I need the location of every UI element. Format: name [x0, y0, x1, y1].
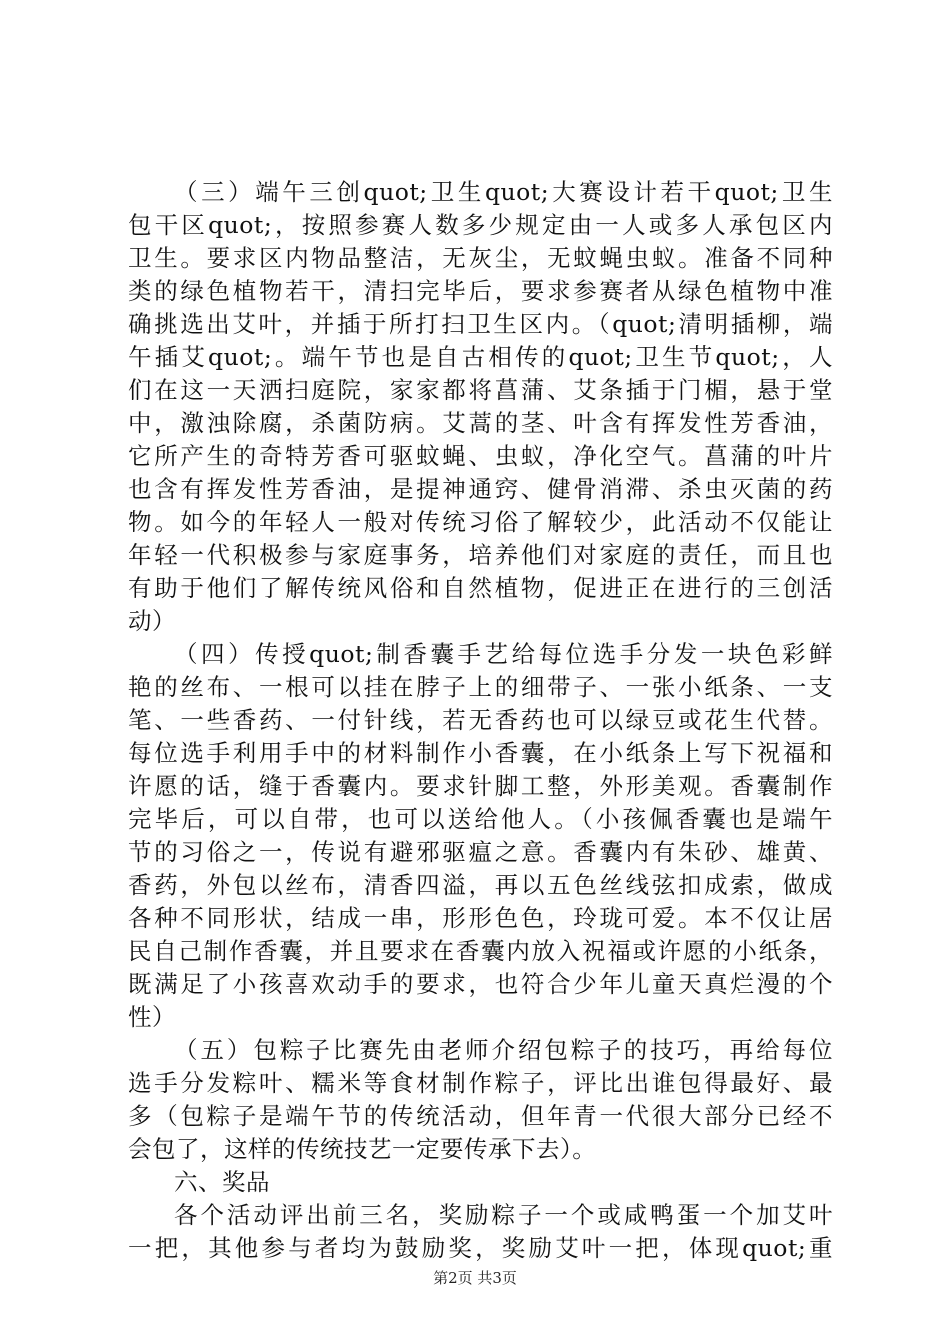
paragraph-3-line: 确挑选出艾叶，并插于所打扫卫生区内。（quot;清明插柳，端 — [128, 310, 833, 338]
paragraph-4-line: 笔、一些香药、一付针线，若无香药也可以绿豆或花生代替。 — [128, 706, 833, 734]
paragraph-4-line: 许愿的话，缝于香囊内。要求针脚工整，外形美观。香囊制作 — [128, 772, 833, 800]
paragraph-4-line: 民自己制作香囊，并且要求在香囊内放入祝福或许愿的小纸条， — [128, 937, 833, 965]
paragraph-3-line: 它所产生的奇特芳香可驱蚊蝇、虫蚁，净化空气。菖蒲的叶片 — [128, 442, 833, 470]
document-body — [128, 176, 833, 1265]
paragraph-4-line: 各种不同形状，结成一串，形形色色，玲珑可爱。本不仅让居 — [128, 904, 833, 932]
paragraph-4-line: 性） — [128, 1003, 176, 1031]
paragraph-3-line: 也含有挥发性芳香油，是提神通窍、健骨消滞、杀虫灭菌的药 — [128, 475, 833, 503]
paragraph-3-line: 卫生。要求区内物品整洁，无灰尘，无蚊蝇虫蚁。准备不同种 — [128, 244, 833, 272]
paragraph-3-line: 中，激浊除腐，杀菌防病。艾蒿的茎、叶含有挥发性芳香油， — [128, 409, 833, 437]
paragraph-5-line: 选手分发粽叶、糯米等食材制作粽子，评比出谁包得最好、最 — [128, 1069, 833, 1097]
paragraph-3-line: 动） — [128, 607, 176, 635]
paragraph-3-line: 包干区quot;，按照参赛人数多少规定由一人或多人承包区内 — [128, 211, 833, 239]
paragraph-3-line: 们在这一天洒扫庭院，家家都将菖蒲、艾条插于门楣，悬于堂 — [128, 376, 833, 404]
paragraph-3-line: 有助于他们了解传统风俗和自然植物，促进正在进行的三创活 — [128, 574, 833, 602]
paragraph-3-line: 物。如今的年轻人一般对传统习俗了解较少，此活动不仅能让 — [128, 508, 833, 536]
paragraph-3-line: 午插艾quot;。端午节也是自古相传的quot;卫生节quot;，人 — [128, 343, 833, 371]
paragraph-4-line: 节的习俗之一，传说有避邪驱瘟之意。香囊内有朱砂、雄黄、 — [128, 838, 833, 866]
paragraph-4-line: 既满足了小孩喜欢动手的要求，也符合少年儿童天真烂漫的个 — [128, 970, 833, 998]
page-footer: 第2页 共3页 — [433, 1269, 517, 1287]
paragraph-3-line: 类的绿色植物若干，清扫完毕后，要求参赛者从绿色植物中准 — [128, 277, 833, 305]
paragraph-4-line: 香药，外包以丝布，清香四溢，再以五色丝线弦扣成索，做成 — [128, 871, 833, 899]
paragraph-6-line: 各个活动评出前三名，奖励粽子一个或咸鸭蛋一个加艾叶 — [174, 1201, 833, 1229]
paragraph-4-line: 艳的丝布、一根可以挂在脖子上的细带子、一张小纸条、一支 — [128, 673, 833, 701]
paragraph-5-line: 多（包粽子是端午节的传统活动，但年青一代很大部分已经不 — [128, 1102, 833, 1130]
paragraph-5-line: （五）包粽子比赛先由老师介绍包粽子的技巧，再给每位 — [174, 1036, 833, 1064]
paragraph-5-line: 会包了，这样的传统技艺一定要传承下去）。 — [128, 1135, 597, 1163]
paragraph-3-line: 年轻一代积极参与家庭事务，培养他们对家庭的责任，而且也 — [128, 541, 833, 569]
paragraph-4-line: 每位选手利用手中的材料制作小香囊，在小纸条上写下祝福和 — [128, 739, 833, 767]
section-heading: 六、奖品 — [174, 1168, 270, 1196]
paragraph-4-line: 完毕后，可以自带，也可以送给他人。（小孩佩香囊也是端午 — [128, 805, 833, 833]
paragraph-6-line: 一把，其他参与者均为鼓励奖，奖励艾叶一把，体现quot;重 — [128, 1234, 833, 1262]
paragraph-4-line: （四）传授quot;制香囊手艺给每位选手分发一块色彩鲜 — [174, 640, 833, 668]
paragraph-3-line: （三）端午三创quot;卫生quot;大赛设计若干quot;卫生 — [174, 178, 833, 206]
